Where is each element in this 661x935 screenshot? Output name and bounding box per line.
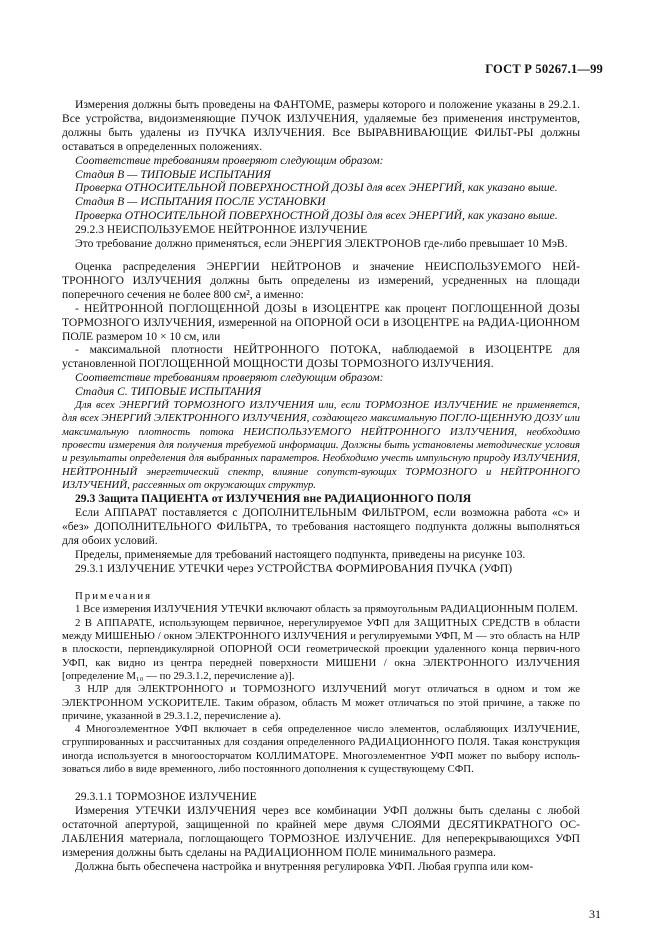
paragraph: Стадия В — ТИПОВЫЕ ИСПЫТАНИЯ xyxy=(75,167,271,181)
paragraph: Стадия С. ТИПОВЫЕ ИСПЫТАНИЯ xyxy=(75,385,262,399)
section-heading: 29.3 Защита ПАЦИЕНТА от ИЗЛУЧЕНИЯ вне РАДИАЦИОННОГО ПОЛЯ xyxy=(75,492,472,506)
list-item: - НЕЙТРОННОЙ ПОГЛОЩЕННОЙ ДОЗЫ в ИЗОЦЕНТРЕ как процент ПОГЛОЩЕННОЙ ДОЗЫ ТОРМОЗНОГО ИЗЛУЧЕНИЯ, измеренной на ОПОРНОЙ ОСИ в ИЗОЦЕНТРЕ на РАДИА-ЦИОННОМ ПОЛЕ размером 10 × 10 см, или xyxy=(62,301,580,343)
spacer xyxy=(62,576,580,590)
list-item: - максимальной плотности НЕЙТРОННОГО ПОТОКА, наблюдаемой в ИЗОЦЕНТРЕ для установленной ПОГЛОЩЕННОЙ МОЩНОСТИ ДОЗЫ ТОРМОЗНОГО ИЗЛУЧЕНИЯ. xyxy=(62,343,580,371)
section-heading: 29.3.1.1 ТОРМОЗНОЕ ИЗЛУЧЕНИЕ xyxy=(75,790,257,804)
section-heading: 29.2.3 НЕИСПОЛЬЗУЕМОЕ НЕЙТРОННОЕ ИЗЛУЧЕНИЕ xyxy=(75,223,368,237)
document-body xyxy=(62,98,580,874)
paragraph: Проверка ОТНОСИТЕЛЬНОЙ ПОВЕРХНОСТНОЙ ДОЗЫ для всех ЭНЕРГИЙ, как указано выше. xyxy=(75,181,558,195)
notes-heading: Примечания xyxy=(75,589,153,602)
paragraph: Пределы, применяемые для требований настоящего подпункта, приведены на рисунке 103. xyxy=(75,547,526,561)
paragraph: Для всех ЭНЕРГИЙ ТОРМОЗНОГО ИЗЛУЧЕНИЯ или, если ТОРМОЗНОЕ ИЗЛУЧЕНИЕ не применяется, для всех ЭНЕРГИЙ ЭЛЕКТРОННОГО ИЗЛУЧЕНИЯ, создающего максимальную ПОГЛО-ЩЕННУЮ ДОЗУ или максимальную плотность потока НЕИСПОЛЬЗУЕМОГО НЕЙТРОННОГО ИЗЛУЧЕНИЯ, необходимо провести измерения для получения требуемой информации. Должны быть установлены методические условия и результаты определения для выбранных параметров. Необходимо учесть импульсную природу ИЗЛУЧЕНИЯ, НЕЙТРОННЫЙ энергетический спектр, влияние сопутст-вующих ТОРМОЗНОГО и НЕЙТРОННОГО ИЗЛУЧЕНИЙ, рассеянных от окружающих структур. xyxy=(62,399,580,491)
paragraph: Стадия В — ИСПЫТАНИЯ ПОСЛЕ УСТАНОВКИ xyxy=(75,195,326,209)
paragraph: Если АППАРАТ поставляется с ДОПОЛНИТЕЛЬНЫМ ФИЛЬТРОМ, если возможна работа «с» и «без» ДОПОЛНИТЕЛЬНОГО ФИЛЬТРА, то требования настоящего подпункта должны выполняться для обоих условий. xyxy=(62,506,580,547)
paragraph: Соответствие требованиям проверяют следующим образом: xyxy=(75,153,384,167)
spacer xyxy=(62,251,580,260)
note-item: 2 В АППАРАТЕ, использующем первичное, нерегулируемое УФП для ЗАЩИТНЫХ СРЕДСТВ в области между МИШЕНЬЮ / окном ЭЛЕКТРОННОГО ИЗЛУЧЕНИЯ и регулируемыми УФП, M — это область на НЛР в плоскости, перпендикулярной ОПОРНОЙ ОСИ геометрической проекции удаленного конца первич-ного УФП, как видно из центра передней поверхности МИШЕНИ / окна ЭЛЕКТРОННОГО ИЗЛУЧЕНИЯ [определение M₁₀ — по 29.3.1.2, перечисление a)]. xyxy=(62,616,580,682)
paragraph: Должна быть обеспечена настройка и внутренняя регулировка УФП. Любая группа или ком- xyxy=(75,859,534,873)
paragraph: Проверка ОТНОСИТЕЛЬНОЙ ПОВЕРХНОСТНОЙ ДОЗЫ для всех ЭНЕРГИЙ, как указано выше. xyxy=(75,209,558,223)
spacer xyxy=(62,776,580,790)
paragraph: Измерения УТЕЧКИ ИЗЛУЧЕНИЯ через все комбинации УФП должны быть сделаны с любой остаточной апертурой, защищенной по крайней мере двумя СЛОЯМИ ДЕСЯТИКРАТНОГО ОС-ЛАБЛЕНИЯ материала, поглощающего ТОРМОЗНОЕ ИЗЛУЧЕНИЕ. Для неперекрывающихся УФП измерения должны быть сделаны на РАДИАЦИОННОМ ПОЛЕ минимального размера. xyxy=(62,804,580,859)
paragraph: Соответствие требованиям проверяют следующим образом: xyxy=(75,371,384,385)
page-number: 31 xyxy=(589,907,601,921)
paragraph: Оценка распределения ЭНЕРГИИ НЕЙТРОНОВ и значение НЕИСПОЛЬЗУЕМОГО НЕЙ-ТРОННОГО ИЗЛУЧЕНИЯ должны быть определены из измерений, усредненных на площади поперечного сечения не более 800 см², а именно: xyxy=(62,259,580,301)
standard-header: ГОСТ Р 50267.1—99 xyxy=(485,62,603,76)
section-heading: 29.3.1 ИЗЛУЧЕНИЕ УТЕЧКИ через УСТРОЙСТВА ФОРМИРОВАНИЯ ПУЧКА (УФП) xyxy=(75,561,513,575)
paragraph: Это требование должно применяться, если ЭНЕРГИЯ ЭЛЕКТРОНОВ где-либо превышает 10 МэВ. xyxy=(75,237,568,251)
note-item: 3 НЛР для ЭЛЕКТРОННОГО и ТОРМОЗНОГО ИЗЛУЧЕНИЙ могут отличаться в одном и том же ЭЛЕКТРОННОМ УСКОРИТЕЛЕ. Таким образом, область M может отличаться по этой причине, а также по причине, указанной в 29.3.1.2, перечисление a). xyxy=(62,683,580,722)
paragraph: Измерения должны быть проведены на ФАНТОМЕ, размеры которого и положение указаны в 29.2.1. Все устройства, видоизменяющие ПУЧОК ИЗЛУЧЕНИЯ, удаляемые без применения инструментов, должны быть удалены из ПУЧКА ИЗЛУЧЕНИЯ. Все ВЫРАВНИВАЮЩИЕ ФИЛЬТ-РЫ должны оставаться в определенных положениях. xyxy=(62,98,580,153)
note-item: 1 Все измерения ИЗЛУЧЕНИЯ УТЕЧКИ включают область за прямоугольным РАДИАЦИОННЫМ ПОЛЕМ. xyxy=(75,603,578,616)
note-item: 4 Многоэлементное УФП включает в себя определенное число элементов, ослабляющих ИЗЛУЧЕНИЕ, сгруппированных и рассчитанных для создания определенного РАДИАЦИОННОГО ПОЛЯ. Такая конструкция иногда используется в многоосторчатом КОЛЛИМАТОРЕ. Многоэлементное УФП может по выбору исполь-зоваться либо в виде временного, либо постоянного дополнения к существующему СФП. xyxy=(62,723,580,776)
